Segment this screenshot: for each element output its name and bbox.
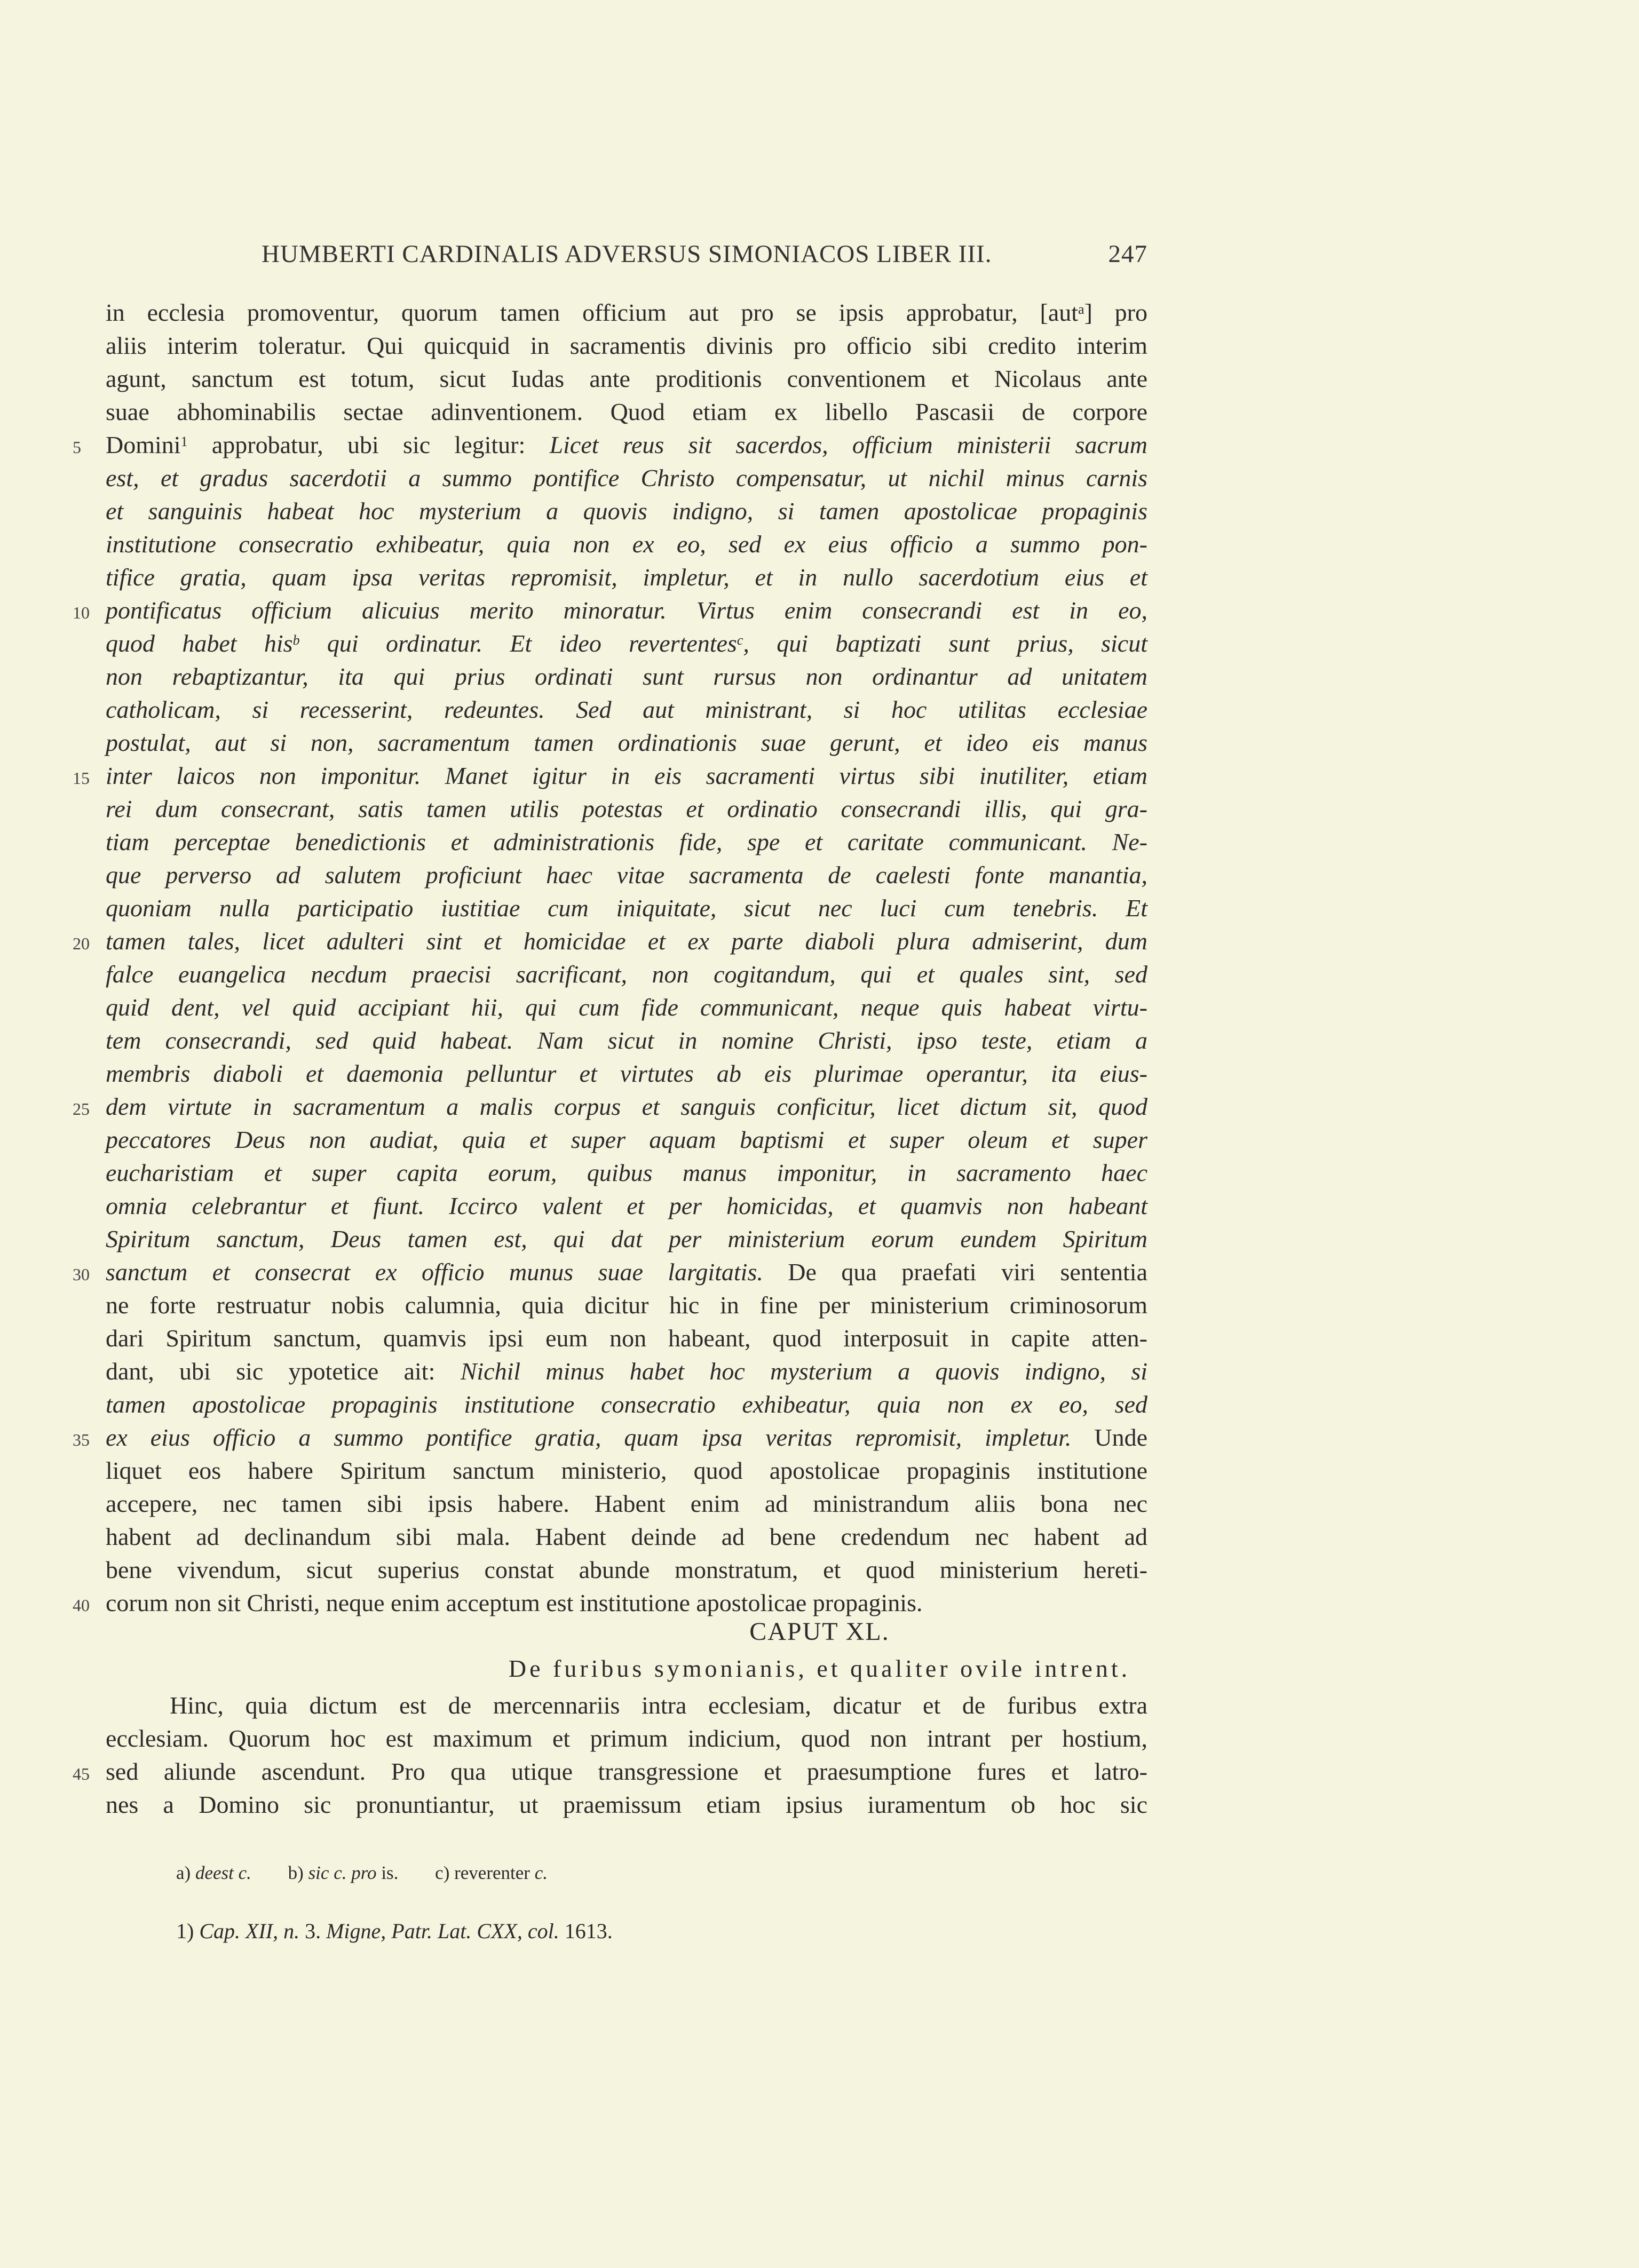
line-text: dari Spiritum sanctum, quamvis ipsi eum non habeant, quod interposuit in capite atten- xyxy=(106,1325,1147,1352)
line-text: nes a Domino sic pronuntiantur, ut praemissum etiam ipsius iuramentum ob hoc sic xyxy=(106,1791,1147,1818)
text-line xyxy=(106,1289,1147,1322)
running-title: HUMBERTI CARDINALIS ADVERSUS SIMONIACOS LIBER III. xyxy=(262,240,992,268)
text-line xyxy=(73,925,1147,958)
text-line xyxy=(106,1487,1147,1520)
line-text: ecclesiam. Quorum hoc est maximum et primum indicium, quod non intrant per hostium, xyxy=(106,1725,1147,1752)
line-number: 20 xyxy=(73,934,90,953)
line-text: sanctum et consecrat ex officio munus suae largitatis. De qua praefati viri sententia xyxy=(106,1258,1147,1286)
line-text: catholicam, si recesserint, redeuntes. Sed aut ministrant, si hoc utilitas ecclesiae xyxy=(106,696,1147,723)
text-line xyxy=(106,726,1147,759)
text-line xyxy=(106,826,1147,859)
footnote-1: 1) Cap. XII, n. 3. Migne, Patr. Lat. CXX, col. 1613. xyxy=(176,1919,613,1943)
text-line xyxy=(73,1421,1147,1454)
text-line xyxy=(106,561,1147,594)
line-text: Hinc, quia dictum est de mercennariis intra ecclesiam, dicatur et de furibus extra xyxy=(170,1692,1147,1719)
line-text: tamen apostolicae propaginis institutione consecratio exhibeatur, quia non ex eo, sed xyxy=(106,1391,1147,1418)
line-text: quod habet his$^b$ qui ordinatur. Et ideo revertentes$^c$, qui baptizati sunt prius, sicut xyxy=(106,630,1147,657)
text-line xyxy=(106,1189,1147,1223)
running-header xyxy=(262,240,1147,268)
text-line xyxy=(106,296,1147,329)
text-line xyxy=(73,759,1147,792)
line-number: 40 xyxy=(73,1596,90,1615)
line-text: ex eius officio a summo pontifice gratia, quam ipsa veritas repromisit, impletur. Unde xyxy=(106,1424,1147,1451)
text-line xyxy=(106,693,1147,726)
note-b: b) sic c. pro is. xyxy=(288,1862,399,1883)
note-c: c) reverenter c. xyxy=(435,1862,548,1883)
text-line xyxy=(106,395,1147,429)
line-text: in ecclesia promoventur, quorum tamen officium aut pro se ipsis approbatur, [aut$^a$] pro xyxy=(106,299,1147,326)
textual-notes xyxy=(176,1862,580,1884)
chapter-subtitle: De furibus symonianis, et qualiter ovile intrent. xyxy=(508,1655,1131,1682)
line-text: falce euangelica necdum praecisi sacrificant, non cogitandum, qui et quales sint, sed xyxy=(106,961,1147,988)
line-text: quid dent, vel quid accipiant hii, qui cum fide communicant, neque quis habeat virtu- xyxy=(106,994,1147,1021)
line-text: et sanguinis habeat hoc mysterium a quovis indigno, si tamen apostolicae propaginis xyxy=(106,497,1147,525)
line-text: est, et gradus sacerdotii a summo pontifice Christo compensatur, ut nichil minus carnis xyxy=(106,464,1147,491)
line-text: corum non sit Christi, neque enim acceptum est institutione apostolicae propaginis. xyxy=(106,1589,923,1616)
line-text: quoniam nulla participatio iustitiae cum iniquitate, sicut nec luci cum tenebris. Et xyxy=(106,894,1147,922)
chapter-text xyxy=(73,1689,1147,1821)
text-line xyxy=(106,1057,1147,1090)
text-line xyxy=(106,1355,1147,1388)
chapter-title: CAPUT XL. xyxy=(749,1617,890,1646)
line-text: suae abhominabilis sectae adinventionem. Quod etiam ex libello Pascasii de corpore xyxy=(106,398,1147,425)
line-text: tamen tales, licet adulteri sint et homicidae et ex parte diaboli plura admiserint, dum xyxy=(106,927,1147,955)
line-text: rei dum consecrant, satis tamen utilis potestas et ordinatio consecrandi illis, qui gra- xyxy=(106,795,1147,822)
text-line xyxy=(106,1788,1147,1821)
text-line xyxy=(106,329,1147,362)
line-text: non rebaptizantur, ita qui prius ordinati sunt rursus non ordinantur ad unitatem xyxy=(106,663,1147,690)
text-line xyxy=(106,1156,1147,1189)
line-number: 35 xyxy=(73,1430,90,1449)
text-line xyxy=(106,1520,1147,1553)
text-line xyxy=(73,594,1147,627)
line-text: dem virtute in sacramentum a malis corpus et sanguis conficitur, licet dictum sit, quod xyxy=(106,1093,1147,1120)
line-text: Domini$^1$ approbatur, ubi sic legitur: Licet reus sit sacerdos, officium ministerii sacrum xyxy=(106,431,1147,458)
text-line xyxy=(106,462,1147,495)
line-text: Spiritum sanctum, Deus tamen est, qui dat per ministerium eorum eundem Spiritum xyxy=(106,1225,1147,1252)
line-text: postulat, aut si non, sacramentum tamen ordinationis suae gerunt, et ideo eis manus xyxy=(106,729,1147,756)
text-line xyxy=(106,627,1147,660)
line-text: institutione consecratio exhibeatur, quia non ex eo, sed ex eius officio a summo pon- xyxy=(106,530,1147,558)
text-line xyxy=(106,528,1147,561)
line-number: 25 xyxy=(73,1099,90,1119)
main-text xyxy=(73,296,1147,1620)
text-line xyxy=(106,1322,1147,1355)
text-line xyxy=(106,1553,1147,1587)
line-text: inter laicos non imponitur. Manet igitur in eis sacramenti virtus sibi inutiliter, etiam xyxy=(106,762,1147,789)
text-line xyxy=(106,660,1147,693)
text-line xyxy=(106,1689,1147,1722)
line-text: liquet eos habere Spiritum sanctum ministerio, quod apostolicae propaginis institutione xyxy=(106,1457,1147,1484)
line-text: ne forte restruatur nobis calumnia, quia dicitur hic in fine per ministerium criminosorum xyxy=(106,1291,1147,1319)
line-text: tiam perceptae benedictionis et administrationis fide, spe et caritate communicant. Ne- xyxy=(106,828,1147,855)
line-number: 30 xyxy=(73,1265,90,1284)
text-line xyxy=(106,991,1147,1024)
text-line xyxy=(106,958,1147,991)
line-number: 45 xyxy=(73,1764,90,1783)
note-a: a) deest c. xyxy=(176,1862,251,1883)
text-line xyxy=(106,1722,1147,1755)
text-line xyxy=(106,1223,1147,1256)
text-line xyxy=(106,892,1147,925)
text-line xyxy=(106,792,1147,826)
text-line xyxy=(106,1024,1147,1057)
line-number: 15 xyxy=(73,768,90,788)
text-line xyxy=(73,429,1147,462)
line-text: pontificatus officium alicuius merito minoratur. Virtus enim consecrandi est in eo, xyxy=(106,597,1147,624)
text-line xyxy=(106,1388,1147,1421)
line-text: sed aliunde ascendunt. Pro qua utique transgressione et praesumptione fures et latro- xyxy=(106,1758,1147,1785)
line-text: tem consecrandi, sed quid habeat. Nam sicut in nomine Christi, ipso teste, etiam a xyxy=(106,1027,1147,1054)
line-text: peccatores Deus non audiat, quia et super aquam baptismi et super oleum et super xyxy=(106,1126,1147,1153)
line-text: tifice gratia, quam ipsa veritas repromisit, impletur, et in nullo sacerdotium eius et xyxy=(106,564,1147,591)
line-text: dant, ubi sic ypotetice ait: Nichil minus habet hoc mysterium a quovis indigno, si xyxy=(106,1358,1147,1385)
text-line xyxy=(106,1123,1147,1156)
text-line xyxy=(106,1454,1147,1487)
page-number: 247 xyxy=(1108,240,1147,268)
line-text: omnia celebrantur et fiunt. Iccirco valent et per homicidas, et quamvis non habeant xyxy=(106,1192,1147,1219)
line-text: aliis interim toleratur. Qui quicquid in sacramentis divinis pro officio sibi credito interim xyxy=(106,332,1147,359)
line-text: habent ad declinandum sibi mala. Habent deinde ad bene credendum nec habent ad xyxy=(106,1523,1147,1550)
line-number: 10 xyxy=(73,603,90,622)
text-line xyxy=(73,1755,1147,1788)
line-number: 5 xyxy=(73,438,81,457)
line-text: eucharistiam et super capita eorum, quibus manus imponitur, in sacramento haec xyxy=(106,1159,1147,1186)
text-line xyxy=(106,495,1147,528)
text-line xyxy=(73,1256,1147,1289)
text-line xyxy=(73,1587,1147,1620)
text-line xyxy=(106,362,1147,395)
text-line xyxy=(106,859,1147,892)
line-text: bene vivendum, sicut superius constat abunde monstratum, et quod ministerium hereti- xyxy=(106,1556,1147,1583)
line-text: agunt, sanctum est totum, sicut Iudas ante proditionis conventionem et Nicolaus ante xyxy=(106,365,1147,392)
line-text: que perverso ad salutem proficiunt haec vitae sacramenta de caelesti fonte manantia, xyxy=(106,861,1147,889)
text-line xyxy=(73,1090,1147,1123)
line-text: membris diaboli et daemonia pelluntur et virtutes ab eis plurimae operantur, ita eius- xyxy=(106,1060,1147,1087)
line-text: accepere, nec tamen sibi ipsis habere. Habent enim ad ministrandum aliis bona nec xyxy=(106,1490,1147,1517)
